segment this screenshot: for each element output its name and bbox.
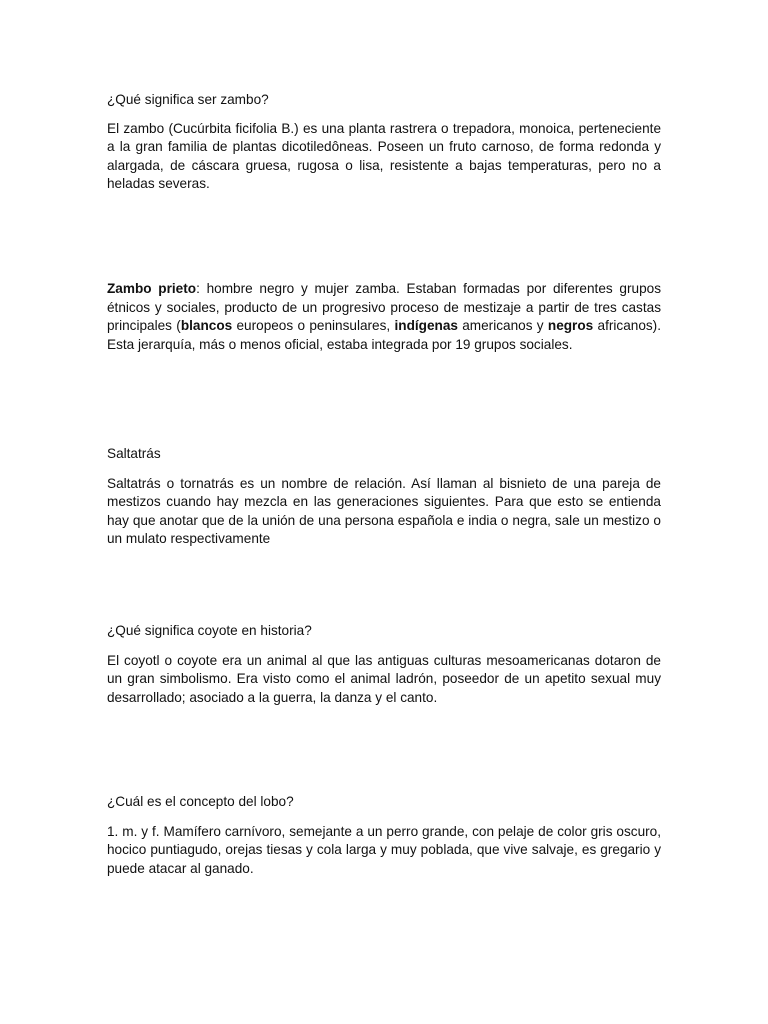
section-body	[107, 280, 661, 354]
section-saltatras	[107, 445, 661, 549]
section-heading: ¿Qué significa coyote en historia?	[107, 623, 312, 638]
section-heading: ¿Qué significa ser zambo?	[107, 92, 269, 107]
bold-word: blancos	[180, 318, 233, 334]
section-coyote	[107, 622, 661, 707]
section-body: El coyotl o coyote era un animal al que las antiguas culturas mesoamericanas dotaron de un gran simbolismo. Era visto como el animal ladrón, poseedor de un apetito sexual muy desarrollado; asociado a la guerra, la danza y el canto.	[107, 652, 661, 705]
section-body: El zambo (Cucúrbita ficifolia B.) es una planta rastrera o trepadora, monoica, perteneciente a la gran familia de plantas dicotiledôneas. Poseen un fruto carnoso, de forma redonda y alargada, de cáscara gruesa, rugosa o lisa, resistente a bajas temperaturas, pero no a heladas severas.	[107, 120, 661, 192]
term-bold: Zambo prieto	[107, 281, 197, 296]
section-zambo	[107, 91, 661, 194]
section-body: Saltatrás o tornatrás es un nombre de relación. Así llaman al bisnieto de una pareja de mestizos cuando hay mezcla en las generaciones siguientes. Para que esto se entienda hay que anotar que de la unión de una persona española e india o negra, sale un mestizo o un mulato respectivamente	[107, 475, 661, 547]
section-heading: Saltatrás	[107, 446, 161, 461]
text-run: africanos). Esta jerarquía, más o menos oficial, estaba integrada por 19 grupos sociales.	[107, 318, 661, 352]
text-run: europeos o peninsulares,	[232, 318, 395, 334]
section-lobo	[107, 793, 661, 878]
text-run: americanos y	[457, 318, 548, 334]
section-heading: ¿Cuál es el concepto del lobo?	[107, 794, 294, 809]
text-run: : hombre negro y mujer zamba. Estaban formadas por diferentes grupos étnicos y sociales, producto de un progresivo proceso de mestizaje a partir de tres castas principales (	[107, 281, 661, 334]
section-body: 1. m. y f. Mamífero carnívoro, semejante a un perro grande, con pelaje de color gris oscuro, hocico puntiagudo, orejas tiesas y cola larga y muy poblada, que vive salvaje, es gregario y puede atacar al ganado.	[107, 823, 661, 876]
bold-word: negros	[547, 318, 594, 334]
bold-word: indígenas	[394, 318, 458, 334]
section-zambo-prieto	[107, 280, 661, 354]
